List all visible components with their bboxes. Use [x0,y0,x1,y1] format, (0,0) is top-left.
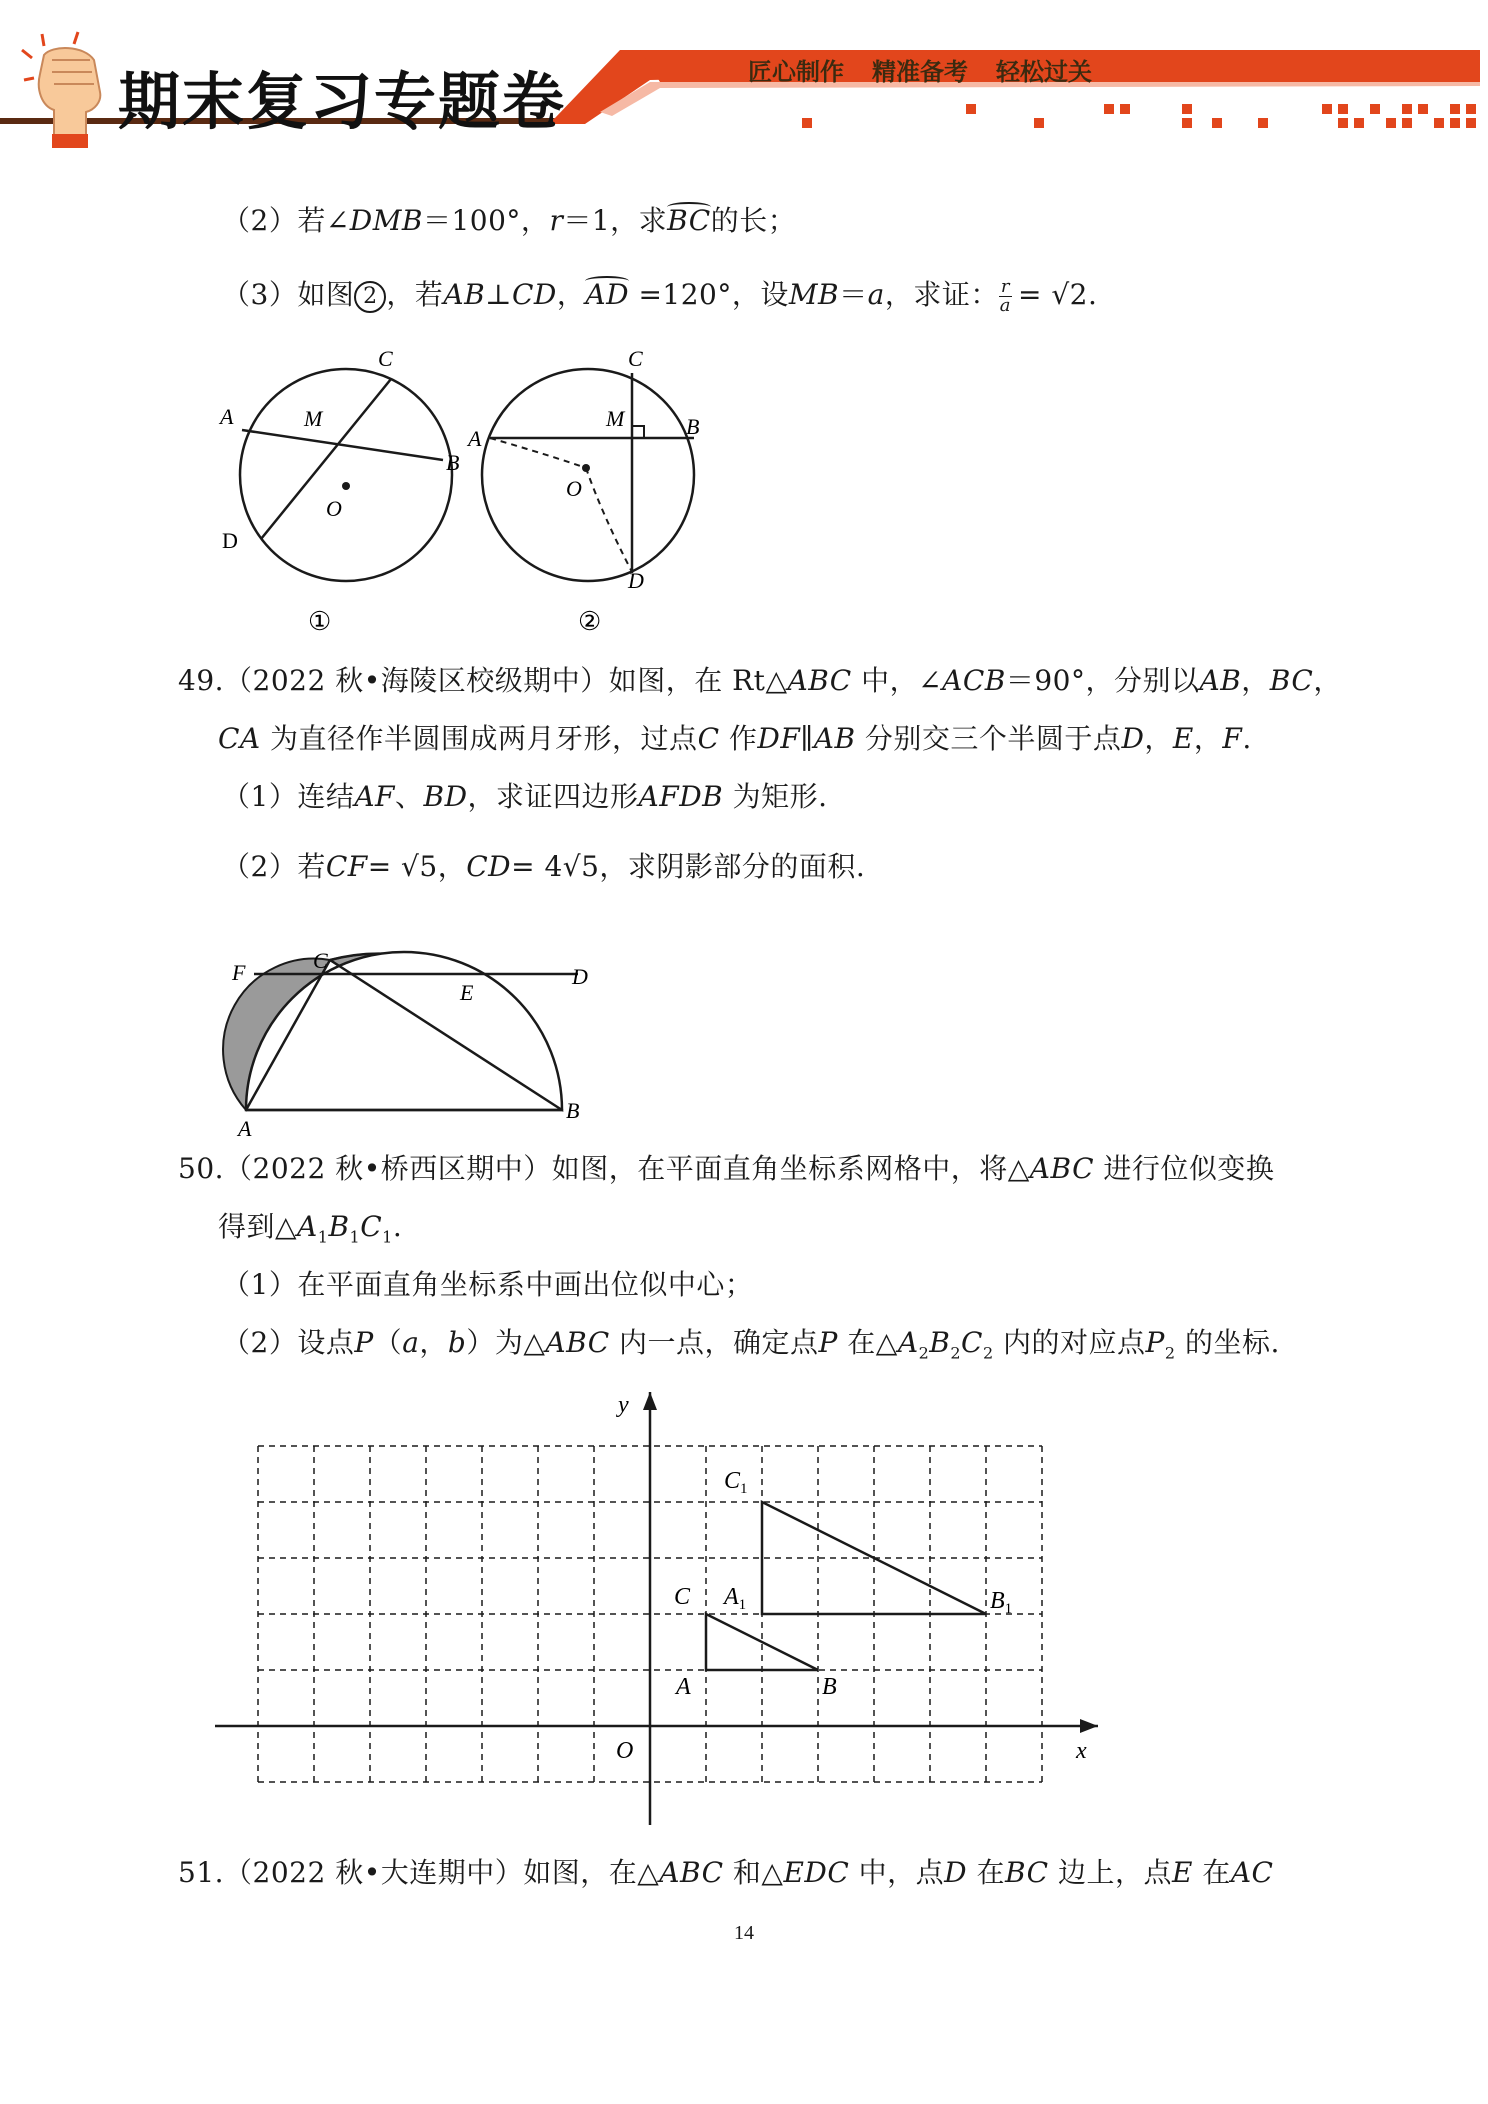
fig1-label-O: O [326,496,342,521]
vertex-label-C: C [674,1584,691,1610]
fig1-label-D: D [222,528,238,553]
fig2-label-D: D [628,568,644,593]
lune-label-A: A [238,1116,252,1140]
fig2-label-C: C [628,346,643,371]
triangle-series [674,1468,1012,1700]
fig1-caption: ① [308,607,332,636]
fist-icon [14,30,114,150]
slogan-1: 匠心制作 [748,58,844,86]
q49-part1: （1）连结AF、BD，求证四边形AFDB 为矩形. [222,780,828,813]
slogan-2: 精准备考 [872,58,968,86]
vertex-label-C1: $C_1$ [724,1468,748,1497]
q51-line1: 51.（2022 秋•大连期中）如图，在△ABC 和△EDC 中，点D 在BC 边上，点E 在AC [178,1856,1274,1889]
q48-part3: （3）如图 2 ，若AB⊥CD， AD =120°，设MB＝a，求证： $\frac{r}{a}$ = √2. [222,276,1098,316]
q50-line1: 50.（2022 秋•桥西区期中）如图，在平面直角坐标系网格中，将△ABC 进行位似变换 [178,1152,1275,1185]
fig1-label-M: M [304,406,323,431]
fig2-label-B: B [686,414,700,439]
vertex-label-A: A [676,1674,691,1700]
lune-label-F: F [232,960,246,985]
origin-label: O [616,1738,634,1764]
q50-line2: 得到$\triangle A_1B_1C_1$. [218,1210,403,1247]
q49-part2: （2）若CF= √5，CD= 4√5，求阴影部分的面积. [222,850,866,883]
header-title: 期末复习专题卷 [118,65,567,138]
lune-label-D: D [572,964,588,989]
figure-lunes [210,900,610,1140]
q50-part1: （1）在平面直角坐标系中画出位似中心； [222,1268,754,1301]
q49-line2: CA 为直径作半圆围成两月牙形，过点C 作DF∥AB 分别交三个半圆于点D，E，F. [218,722,1252,755]
vertex-label-B: B [822,1674,837,1700]
vertex-label-B1: $B_1$ [990,1588,1013,1617]
q50-part2: （2）设点P（a，b）为△ABC 内一点，确定点P 在$\triangle A_2B_2C_2$ 内的对应点$P_2$ 的坐标. [222,1326,1280,1363]
fig2-label-M: M [606,406,625,431]
slogan-3: 轻松过关 [996,58,1092,86]
fig1-label-A: A [220,404,234,429]
lune-label-E: E [460,980,474,1005]
fig2-caption: ② [578,607,602,636]
fig1-label-C: C [378,346,393,371]
lune-label-C: C [313,948,328,973]
vertex-label-A1: $A_1$ [724,1584,747,1613]
q48-part2: （2）若∠DMB＝100°，r＝1，求 BC的长； [222,204,797,237]
page-header [0,0,1488,150]
figure-circle-1 [210,346,480,646]
fig2-label-A: A [468,426,482,451]
coordinate-grid-chart [200,1380,1120,1840]
figure-circle-2 [460,346,730,646]
fig2-label-O: O [566,476,582,501]
lune-label-B: B [566,1098,580,1123]
axes [215,1392,1098,1825]
q49-line1: 49.（2022 秋•海陵区校级期中）如图，在 Rt△ABC 中，∠ACB＝90°，分别以AB，BC， [178,664,1342,697]
page-number: 14 [734,1922,754,1944]
fig1-label-B: B [446,450,460,475]
x-axis-label: x [1076,1738,1087,1764]
y-axis-label: y [618,1392,629,1418]
